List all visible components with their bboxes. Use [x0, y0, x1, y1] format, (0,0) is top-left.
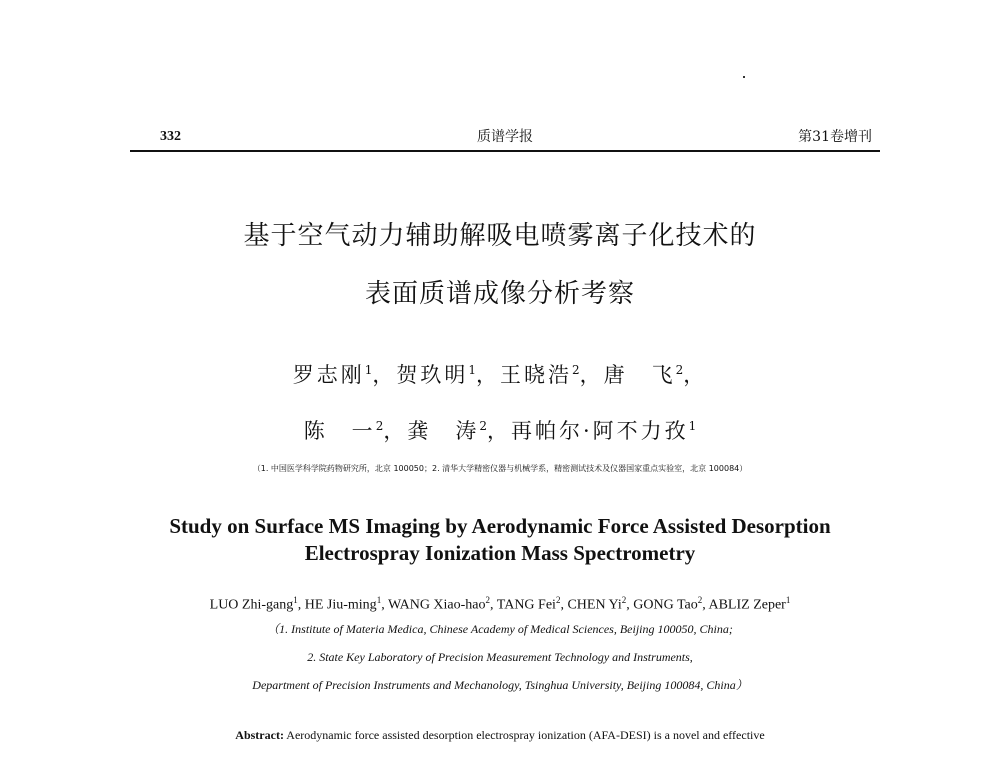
affiliation-mark: 2: [555, 595, 561, 605]
author-name: GONG Tao: [633, 597, 698, 613]
author-name: 王晓浩: [500, 363, 572, 387]
english-affiliation-line-2: 2. State Key Laboratory of Precision Measurement Technology and Instruments,: [307, 650, 693, 664]
author-name: 再帕尔·阿不力孜: [510, 419, 689, 443]
scan-speck: [743, 76, 745, 78]
author-name: 贺玖明: [396, 363, 469, 387]
author-name: 龚 涛: [407, 419, 480, 443]
affiliation-mark: 1: [364, 363, 373, 377]
chinese-authors-line-1: [0, 356, 1000, 389]
author-name: CHEN Yi: [567, 597, 622, 613]
page-number: 332: [160, 129, 181, 144]
english-affiliation-line-1: （1. Institute of Materia Medica, Chinese Academy of Medical Sciences, Beijing 100050, China;: [267, 622, 733, 636]
affiliation-mark: 2: [375, 419, 384, 433]
english-affiliation-line-3: Department of Precision Instruments and Mechanology, Tsinghua University, Beijing 100084, China）: [252, 678, 748, 692]
affiliation-mark: 1: [785, 595, 791, 605]
author-separator: ,: [560, 597, 568, 613]
english-title-line-2: Electrospray Ionization Mass Spectrometry: [304, 541, 696, 565]
author-separator: ，: [683, 363, 708, 387]
author-name: ABLIZ Zeper: [708, 597, 786, 613]
affiliation-mark: 1: [293, 595, 298, 605]
abstract-label: Abstract:: [235, 728, 284, 742]
volume-issue: 第31卷增刊: [798, 129, 872, 145]
author-name: LUO Zhi-gang: [209, 597, 294, 613]
author-name: 罗志刚: [292, 363, 365, 387]
affiliation-mark: 1: [688, 419, 697, 433]
english-title-line-1: Study on Surface MS Imaging by Aerodynamic Force Assisted Desorption: [169, 514, 831, 538]
affiliation-mark: 2: [675, 363, 684, 377]
author-separator: ，: [383, 419, 408, 443]
author-separator: ,: [297, 597, 305, 613]
author-name: TANG Fei: [496, 597, 556, 613]
author-separator: ,: [490, 597, 497, 613]
author-name: 陈 一: [303, 419, 376, 443]
chinese-title-line-1: 基于空气动力辅助解吸电喷雾离子化技术的: [243, 221, 757, 251]
author-name: WANG Xiao-hao: [387, 597, 486, 613]
author-separator: ，: [476, 363, 500, 387]
abstract-text: Aerodynamic force assisted desorption electrospray ionization (AFA-DESI) is a novel and effective: [283, 728, 765, 742]
author-separator: ,: [702, 597, 709, 613]
journal-name: 质谱学报: [477, 129, 533, 145]
affiliation-mark: 2: [572, 363, 580, 377]
chinese-affiliation: （1. 中国医学科学院药物研究所，北京 100050；2. 清华大学精密仪器与机械学系，精密测试技术及仪器国家重点实验室，北京 100084）: [252, 464, 748, 473]
english-authors: [0, 590, 1000, 616]
author-separator: ，: [372, 363, 397, 387]
author-separator: ，: [486, 419, 511, 443]
running-header: [130, 126, 880, 152]
author-separator: ，: [579, 363, 604, 387]
abstract-first-line: [0, 726, 1000, 744]
affiliation-mark: 2: [479, 419, 487, 433]
affiliation-mark: 1: [376, 595, 382, 605]
author-separator: ,: [626, 597, 634, 613]
author-name: 唐 飞: [603, 363, 676, 387]
affiliation-mark: 1: [468, 363, 476, 377]
chinese-title-line-2: 表面质谱成像分析考察: [364, 279, 635, 309]
chinese-authors-line-2: [0, 412, 1000, 445]
affiliation-mark: 2: [697, 595, 703, 605]
author-name: HE Jiu-ming: [304, 597, 377, 613]
author-separator: ,: [381, 597, 388, 613]
affiliation-mark: 2: [621, 595, 627, 605]
affiliation-mark: 2: [485, 595, 491, 605]
